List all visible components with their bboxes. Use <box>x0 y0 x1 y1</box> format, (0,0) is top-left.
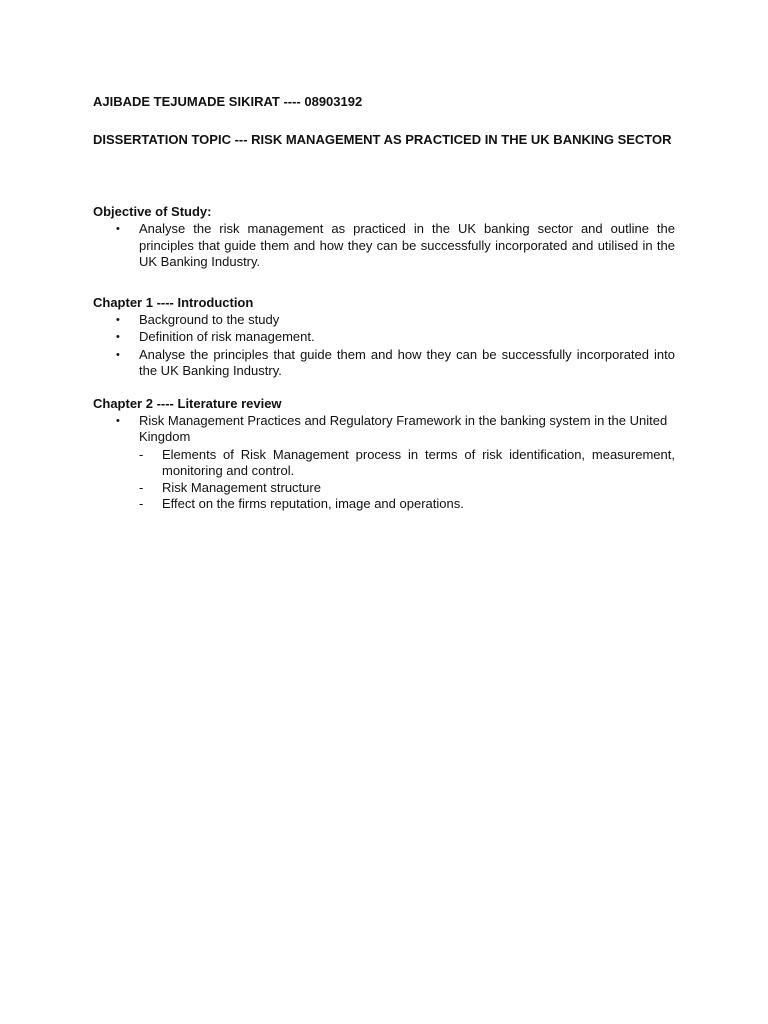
objective-heading: Objective of Study: <box>93 204 212 219</box>
chapter-2-list <box>93 413 675 513</box>
dash-icon: - <box>139 446 144 462</box>
list-item-text: Analyse the risk management as practiced in the UK banking sector and outline the principles that guide them and how they can be successfully incorporated and utilised in the UK Banking Industry. <box>139 221 675 269</box>
chapter-2-sublist <box>139 447 675 513</box>
list-item-text: Risk Management Practices and Regulatory Framework in the banking system in the United Kingdom <box>139 412 668 444</box>
chapter-1-list <box>93 312 675 380</box>
list-item <box>93 312 675 329</box>
sublist-item <box>139 447 675 480</box>
sublist-item-text: Elements of Risk Management process in terms of risk identification, measurement, monitoring and control. <box>162 446 675 478</box>
bullet-icon: • <box>116 414 120 427</box>
objective-list <box>93 221 675 271</box>
list-item <box>93 221 675 271</box>
dissertation-topic: DISSERTATION TOPIC --- RISK MANAGEMENT AS PRACTICED IN THE UK BANKING SECTOR <box>93 132 672 147</box>
author-line: AJIBADE TEJUMADE SIKIRAT ---- 08903192 <box>93 94 363 109</box>
list-item-text: Definition of risk management. <box>139 329 315 344</box>
bullet-icon: • <box>116 348 120 361</box>
list-item <box>93 329 675 346</box>
bullet-icon: • <box>116 331 120 343</box>
dash-icon: - <box>139 479 144 495</box>
sublist-item-text: Risk Management structure <box>162 479 321 495</box>
sublist-item-text: Effect on the firms reputation, image and operations. <box>162 496 464 511</box>
chapter-1-heading: Chapter 1 ---- Introduction <box>93 294 254 310</box>
list-item <box>93 347 675 380</box>
list-item-text: Analyse the principles that guide them and how they can be successfully incorporated into the UK Banking Industry. <box>139 346 675 378</box>
list-item-text: Background to the study <box>139 311 280 327</box>
document-body <box>93 94 675 514</box>
sublist-item <box>139 496 675 513</box>
bullet-icon: • <box>116 223 120 235</box>
bullet-icon: • <box>116 313 120 326</box>
sublist-item <box>139 480 675 497</box>
list-item <box>93 413 675 513</box>
dash-icon: - <box>139 496 144 511</box>
chapter-2-heading: Chapter 2 ---- Literature review <box>93 395 282 411</box>
